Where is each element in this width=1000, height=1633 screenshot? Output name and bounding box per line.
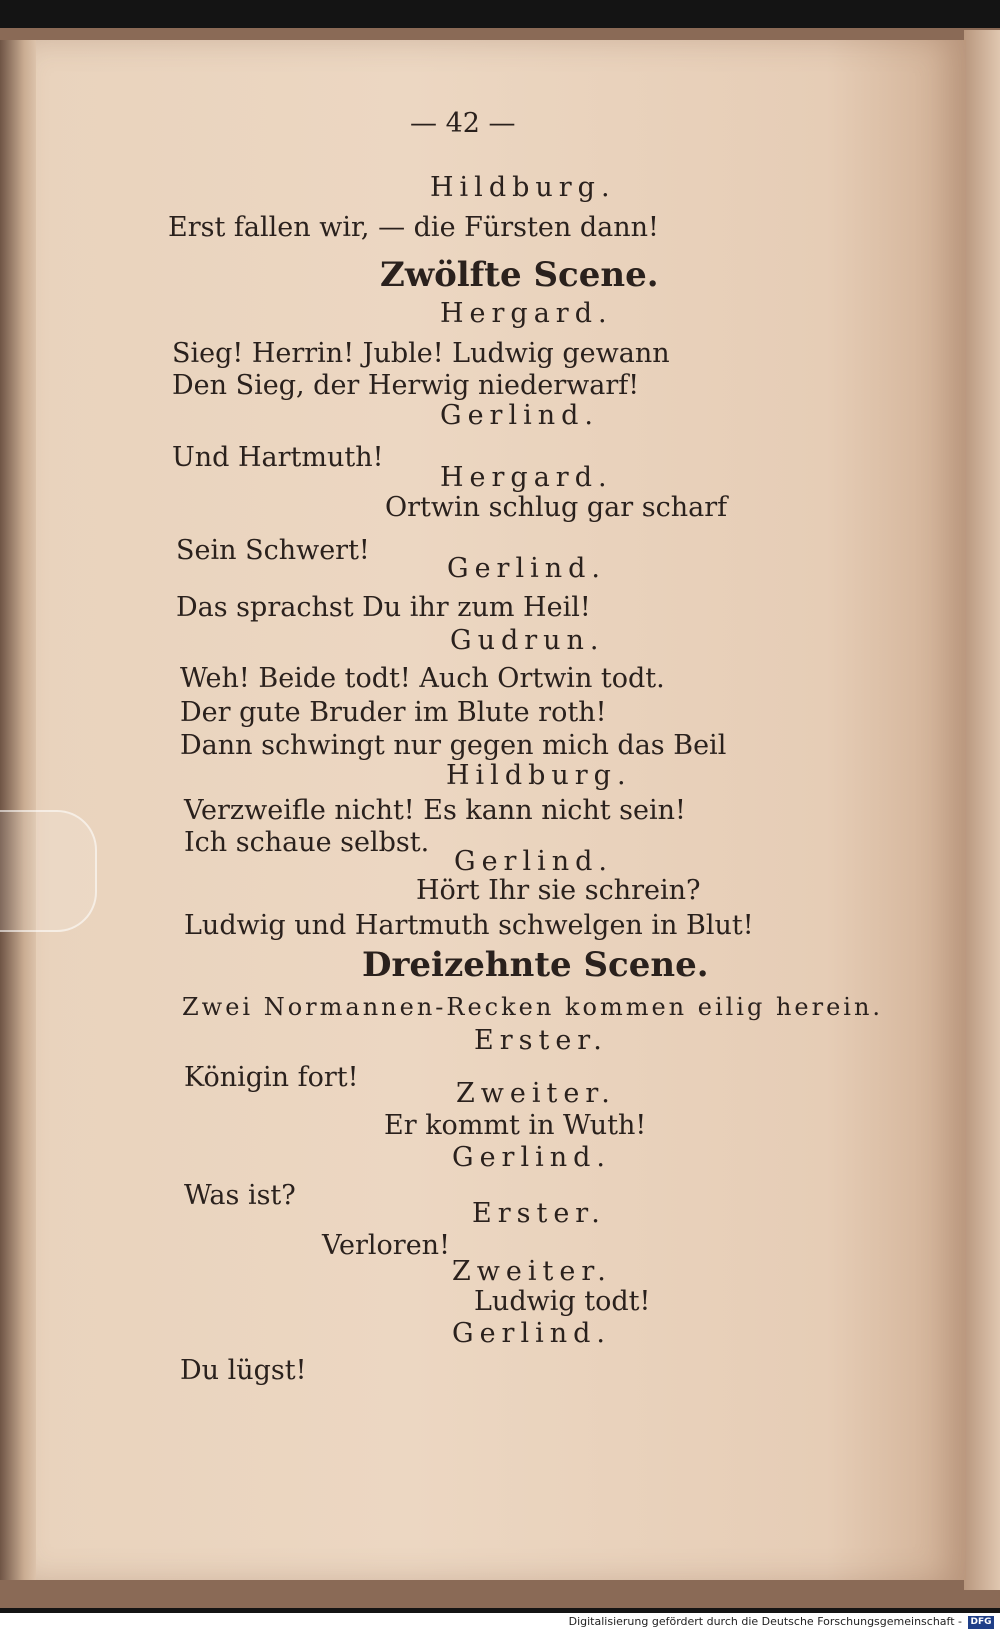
speaker-name: Gerlind. (452, 1142, 611, 1173)
speaker-name: Gerlind. (452, 1318, 611, 1349)
verse-line: Ludwig und Hartmuth schwelgen in Blut! (184, 910, 754, 941)
verse-line: Hört Ihr sie schrein? (416, 875, 701, 906)
next-page-edge (964, 30, 1000, 1590)
verse-line: Verzweifle nicht! Es kann nicht sein! (184, 795, 686, 826)
verse-line: Weh! Beide todt! Auch Ortwin todt. (180, 663, 665, 694)
speaker-name: Hildburg. (446, 760, 632, 791)
verse-line: Er kommt in Wuth! (384, 1110, 647, 1141)
verse-line: Und Hartmuth! (172, 442, 384, 473)
speaker-name: Hergard. (440, 298, 613, 329)
speaker-name: Hergard. (440, 462, 613, 493)
footer-credit: Digitalisierung gefördert durch die Deutsche Forschungsgemeinschaft - (568, 1615, 962, 1628)
verse-line: Der gute Bruder im Blute roth! (180, 697, 607, 728)
speaker-name: Gerlind. (454, 846, 613, 877)
speaker-name: Gerlind. (447, 553, 606, 584)
verse-line: Ortwin schlug gar scharf (385, 492, 728, 523)
verse-line: Königin fort! (184, 1062, 359, 1093)
verse-line: Ludwig todt! (474, 1286, 651, 1317)
stage-direction: Zwei Normannen-Recken kommen eilig herein. (182, 993, 884, 1021)
verse-line: Erst fallen wir, — die Fürsten dann! (168, 212, 659, 243)
verse-line: Was ist? (184, 1180, 296, 1211)
speaker-name: Erster. (474, 1025, 608, 1056)
verse-line: Verloren! (322, 1230, 450, 1261)
verse-line: Sein Schwert! (176, 535, 370, 566)
page-clip (0, 810, 97, 932)
speaker-name: Zweiter. (452, 1256, 612, 1287)
verse-line: Ich schaue selbst. (184, 827, 430, 858)
verse-line: Dann schwingt nur gegen mich das Beil (180, 730, 727, 761)
speaker-name: Hildburg. (430, 172, 616, 203)
speaker-name: Erster. (472, 1198, 606, 1229)
scene-heading: Zwölfte Scene. (380, 255, 659, 295)
page-number: — 42 — (410, 108, 516, 139)
footer-bar (0, 1613, 1000, 1633)
speaker-name: Zweiter. (456, 1078, 616, 1109)
dfg-logo: DFG (968, 1616, 994, 1629)
speaker-name: Gerlind. (440, 400, 599, 431)
verse-line: Sieg! Herrin! Juble! Ludwig gewann (172, 338, 670, 369)
verse-line: Das sprachst Du ihr zum Heil! (176, 592, 591, 623)
speaker-name: Gudrun. (450, 625, 605, 656)
scene-heading: Dreizehnte Scene. (362, 945, 709, 985)
verse-line: Den Sieg, der Herwig niederwarf! (172, 370, 640, 401)
verse-line: Du lügst! (180, 1355, 307, 1386)
